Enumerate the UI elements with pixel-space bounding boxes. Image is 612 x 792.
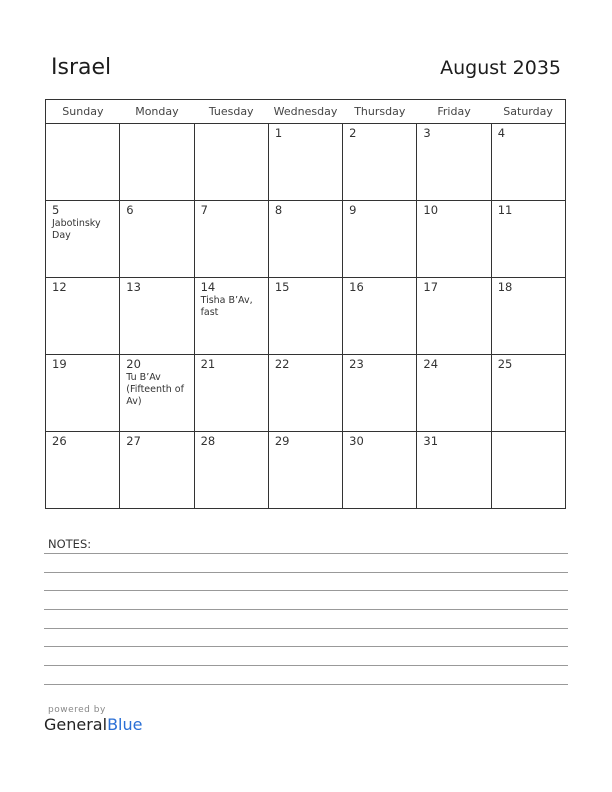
day-number: 2	[349, 126, 357, 140]
day-cell	[343, 278, 417, 355]
day-cell	[417, 124, 491, 201]
day-number: 12	[52, 280, 67, 294]
notes-line	[44, 553, 568, 554]
day-cell	[417, 432, 491, 509]
day-number: 28	[200, 434, 216, 448]
day-cell	[268, 278, 342, 355]
notes-line	[44, 665, 568, 666]
day-cell	[120, 124, 194, 201]
day-number: 23	[349, 357, 364, 371]
weekday-header: Saturday	[491, 100, 565, 124]
day-number: 27	[126, 434, 141, 448]
day-cell	[46, 201, 120, 278]
day-cell	[194, 201, 268, 278]
day-number: 20	[126, 357, 141, 371]
weekday-header: Monday	[120, 100, 194, 124]
day-number: 19	[52, 357, 67, 371]
calendar-grid	[45, 99, 566, 509]
notes-line	[44, 609, 568, 610]
day-number: 1	[274, 126, 283, 140]
footer-logo	[44, 705, 142, 734]
day-number: 30	[349, 434, 364, 448]
day-cell	[491, 201, 565, 278]
day-cell	[194, 124, 268, 201]
day-cell	[343, 201, 417, 278]
day-cell	[417, 278, 491, 355]
day-number: 25	[497, 357, 513, 371]
day-cell	[46, 124, 120, 201]
day-number: 5	[52, 203, 60, 217]
day-cell	[46, 432, 120, 509]
day-cell	[120, 355, 194, 432]
weekday-header: Sunday	[46, 100, 120, 124]
day-cell	[491, 355, 565, 432]
day-cell	[46, 278, 120, 355]
day-cell	[268, 124, 342, 201]
month-year-title: August 2035	[440, 57, 561, 79]
day-cell	[417, 201, 491, 278]
day-cell	[120, 432, 194, 509]
day-number: 7	[200, 203, 208, 217]
weekday-header: Tuesday	[194, 100, 268, 124]
week-row	[46, 278, 566, 355]
day-number: 10	[423, 203, 439, 217]
day-number: 9	[349, 203, 357, 217]
day-cell	[194, 278, 268, 355]
day-cell	[417, 355, 491, 432]
weekday-header: Friday	[417, 100, 491, 124]
powered-by-text: powered by	[48, 705, 106, 715]
day-number: 24	[423, 357, 439, 371]
logo-blue: Blue	[107, 715, 143, 734]
week-row	[46, 355, 566, 432]
logo-general: General	[44, 715, 108, 734]
weekday-header: Wednesday	[268, 100, 342, 124]
day-cell	[491, 432, 565, 509]
day-number: 15	[274, 280, 290, 294]
notes-line	[44, 572, 568, 573]
notes-label: NOTES:	[48, 537, 92, 551]
day-cell	[491, 278, 565, 355]
day-number: 14	[200, 280, 216, 294]
day-cell	[268, 355, 342, 432]
day-number: 11	[497, 203, 513, 217]
day-number: 13	[126, 280, 141, 294]
day-cell	[120, 278, 194, 355]
day-number: 26	[52, 434, 67, 448]
day-cell	[194, 355, 268, 432]
day-number: 16	[349, 280, 364, 294]
day-number: 22	[274, 357, 290, 371]
notes-line	[44, 646, 568, 647]
notes-line	[44, 684, 568, 685]
day-number: 18	[497, 280, 513, 294]
week-row	[46, 124, 566, 201]
day-cell	[120, 201, 194, 278]
country-title: Israel	[51, 55, 112, 80]
weekday-header: Thursday	[343, 100, 417, 124]
day-number: 17	[423, 280, 439, 294]
day-cell	[268, 201, 342, 278]
day-number: 6	[126, 203, 134, 217]
notes-line	[44, 628, 568, 629]
day-number: 21	[200, 357, 216, 371]
generalblue-logo	[44, 715, 142, 734]
day-cell	[491, 124, 565, 201]
holiday-label: Tu B’Av (Fifteenth of Av)	[126, 372, 184, 407]
day-number: 3	[423, 126, 431, 140]
day-number: 8	[274, 203, 283, 217]
weekday-header-row	[46, 100, 566, 124]
day-cell	[343, 355, 417, 432]
week-row	[46, 201, 566, 278]
day-cell	[194, 432, 268, 509]
week-row	[46, 432, 566, 509]
day-cell	[343, 432, 417, 509]
day-number: 4	[497, 126, 506, 140]
holiday-label: Jabotinsky Day	[52, 218, 101, 241]
day-number: 31	[423, 434, 439, 448]
day-cell	[343, 124, 417, 201]
holiday-label: Tisha B’Av, fast	[200, 295, 253, 318]
day-cell	[46, 355, 120, 432]
day-cell	[268, 432, 342, 509]
day-number: 29	[274, 434, 290, 448]
notes-line	[44, 590, 568, 591]
